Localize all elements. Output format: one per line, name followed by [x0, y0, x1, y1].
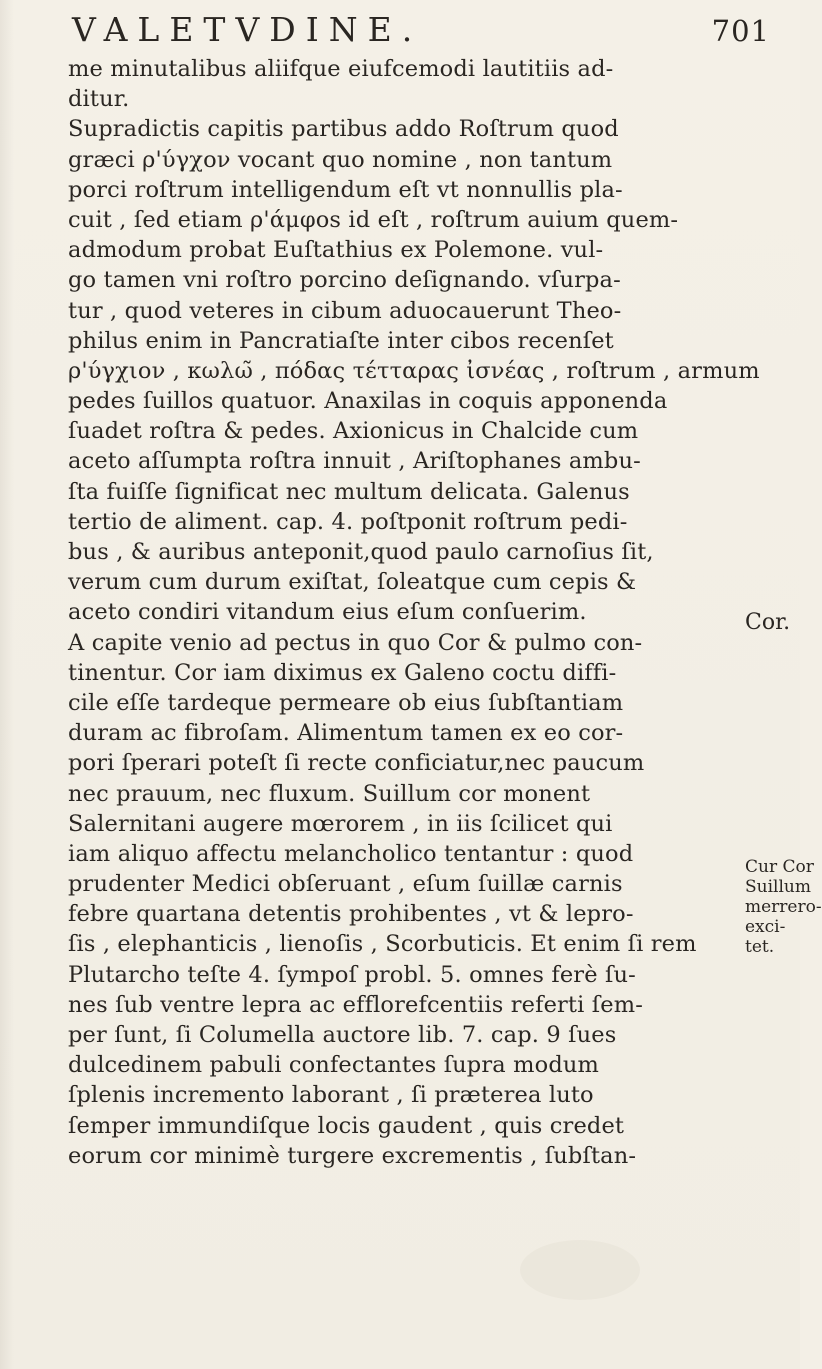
text-line: Salernitani augere mœrorem , in iis ſcilicet qui: [68, 810, 613, 837]
margin-note-line: tet.: [745, 937, 775, 958]
text-line: duram ac fibroſam. Alimentum tamen ex eo cor-: [68, 720, 624, 747]
text-line: porci roſtrum intelligendum eſt vt nonnullis pla-: [68, 176, 623, 203]
text-line: ſis , elephanticis , lienoſis , Scorbuticis. Et enim ſi rem: [68, 931, 697, 958]
binding-shadow: [0, 0, 14, 1369]
text-line: verum cum durum exiſtat, ſoleatque cum cepis &: [68, 569, 637, 596]
text-line: tertio de aliment. cap. 4. poſtponit roſtrum pedi-: [68, 508, 628, 535]
text-line: ſta fuiſſe ſignificat nec multum delicata. Galenus: [68, 478, 630, 505]
text-line: A capite venio ad pectus in quo Cor & pulmo con-: [68, 629, 643, 656]
text-line: ditur.: [68, 86, 130, 113]
text-line: ſuadet roſtra & pedes. Axionicus in Chalcide cum: [68, 418, 639, 445]
text-line: ſplenis incremento laborant , ſi præterea luto: [68, 1082, 594, 1109]
paper-stain: [520, 1240, 640, 1300]
text-line: tinentur. Cor iam diximus ex Galeno coctu diffi-: [68, 659, 617, 686]
text-line: prudenter Medici obſeruant , eſum ſuillæ carnis: [68, 871, 623, 898]
text-line: pori ſperari poteſt ſi recte conficiatur,nec paucum: [68, 750, 645, 777]
text-line: eorum cor minimè turgere excrementis , ſubſtan-: [68, 1142, 637, 1169]
margin-note-cur-cor: [745, 857, 822, 958]
page-header: [60, 10, 770, 60]
text-line: per ſunt, ſi Columella auctore lib. 7. cap. 9 ſues: [68, 1022, 617, 1048]
text-line: me minutalibus aliifque eiufcemodi lautitiis ad-: [68, 56, 614, 82]
text-line: Supradictis capitis partibus addo Roſtrum quod: [68, 116, 619, 143]
margin-note-line: Suillum: [745, 877, 811, 898]
text-line: Plutarcho teſte 4. ſympoſ probl. 5. omnes ferè ſu-: [68, 961, 636, 988]
page-number: 701: [711, 14, 770, 48]
text-line: bus , & auribus anteponit,quod paulo carnoſius ſit,: [68, 539, 654, 565]
text-line: febre quartana detentis prohibentes , vt & lepro-: [68, 901, 634, 928]
running-title: VALETVDINE.: [72, 10, 423, 49]
text-line: go tamen vni roſtro porcino deſignando. vſurpa-: [68, 267, 621, 294]
text-line: nes ſub ventre lepra ac efflorefcentiis referti ſem-: [68, 991, 643, 1018]
margin-note-cor: Cor.: [745, 609, 791, 635]
text-line: ρ'ύγχιον , κωλω̃ , πόδας τέτταρας ἰσνέας , roſtrum , armum: [68, 357, 760, 384]
text-line: tur , quod veteres in cibum aduocauerunt Theo-: [68, 297, 622, 324]
text-line: philus enim in Pancratiaſte inter cibos recenſet: [68, 327, 614, 354]
text-line: aceto condiri vitandum eius eſum conſuerim.: [68, 599, 587, 626]
text-line: dulcedinem pabuli confectantes ſupra modum: [68, 1052, 599, 1079]
margin-note-line: Cur Cor: [745, 857, 814, 878]
text-line: cile eſſe tardeque permeare ob eius ſubſtantiam: [68, 689, 624, 716]
margin-note-line: exci-: [745, 917, 786, 938]
text-line: ſemper immundiſque locis gaudent , quis credet: [68, 1112, 625, 1139]
text-line: cuit , ſed etiam ρ'άμφοs id eſt , roſtrum auium quem-: [68, 206, 679, 233]
text-line: iam aliquo affectu melancholico tentantur : quod: [68, 840, 634, 867]
text-line: græci ρ'ύγχον vocant quo nomine , non tantum: [68, 146, 613, 173]
margin-note-line: merrero-: [745, 897, 822, 918]
text-line: aceto aſſumpta roſtra innuit , Ariſtophanes ambu-: [68, 448, 641, 475]
text-line: pedes ſuillos quatuor. Anaxilas in coquis apponenda: [68, 388, 668, 415]
text-line: admodum probat Euſtathius ex Polemone. vul-: [68, 237, 604, 264]
text-line: nec prauum, nec fluxum. Suillum cor monent: [68, 780, 591, 807]
